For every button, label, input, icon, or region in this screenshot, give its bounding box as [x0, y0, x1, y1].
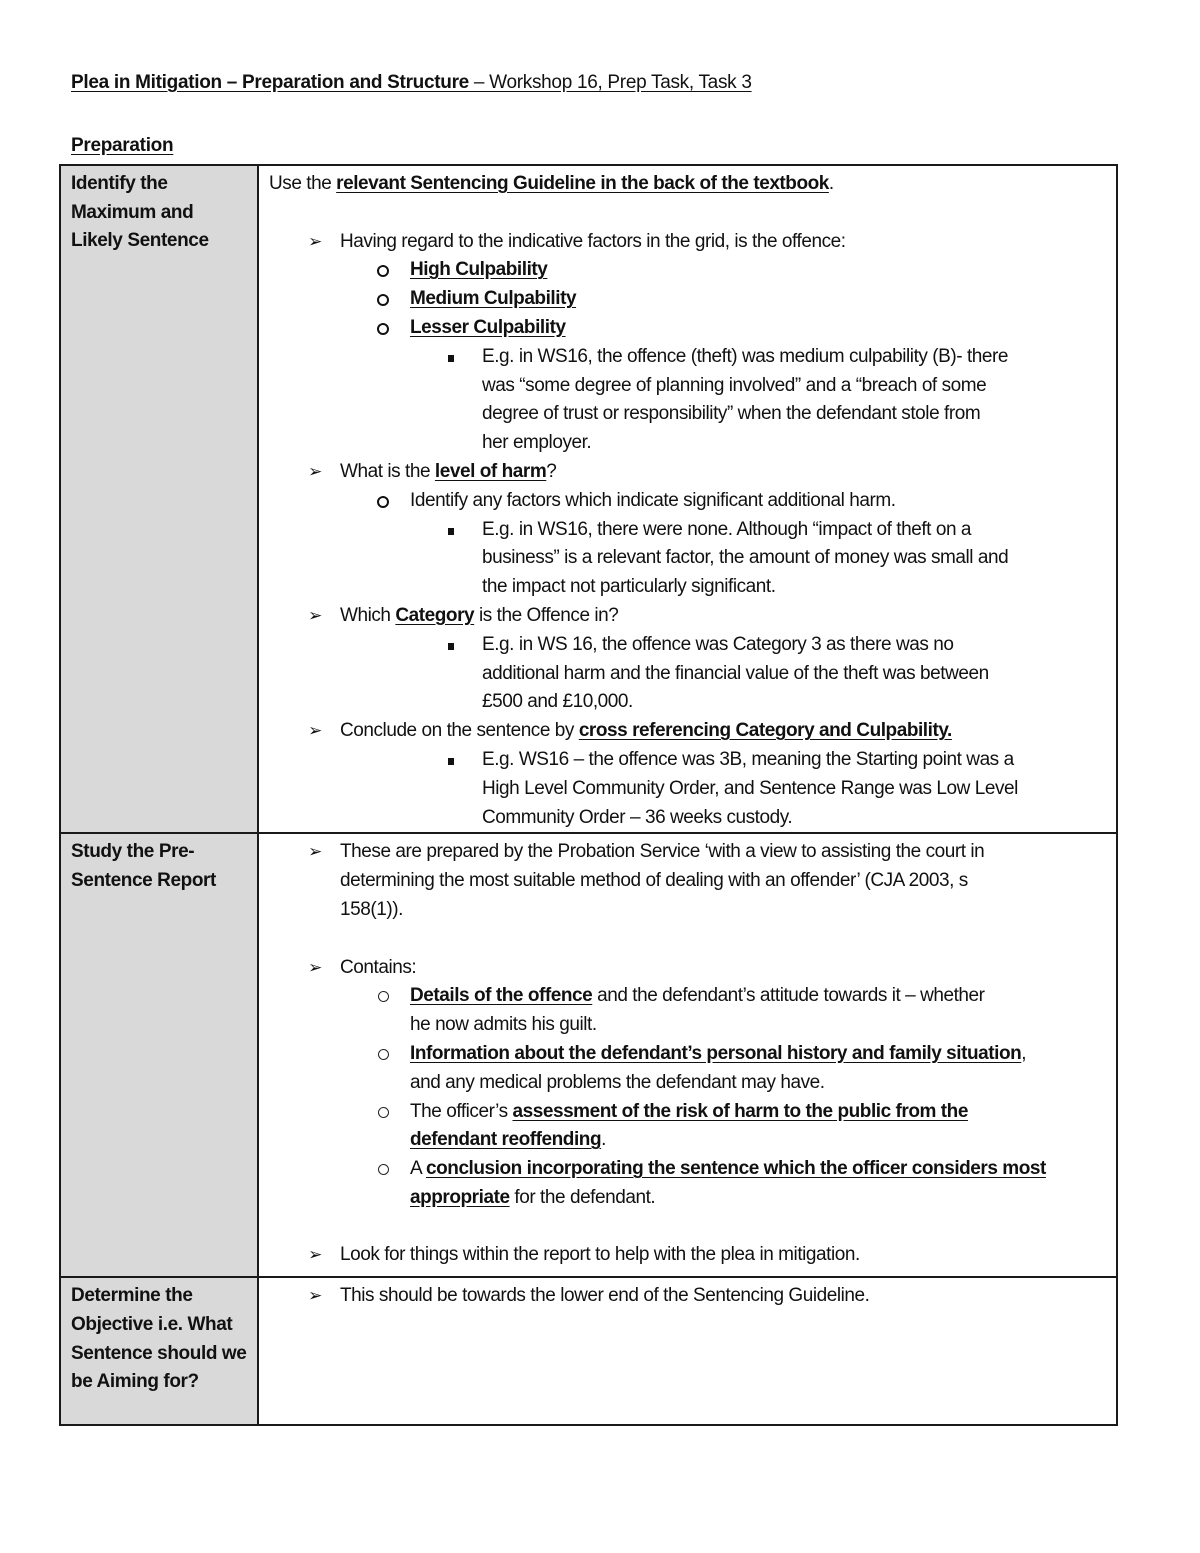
example-line: E.g. in WS16, there were none. Although “impact of theft on a [482, 518, 972, 540]
conclusion-sentence-cont: appropriate [410, 1186, 510, 1208]
list-item [269, 717, 1106, 746]
bullet-punct: . [601, 1129, 606, 1151]
bullet-text: is the Offence in? [474, 604, 619, 626]
list-item [269, 746, 1106, 832]
square-bullet-icon [441, 516, 461, 545]
culpability-medium: Medium Culpability [410, 288, 577, 310]
list-item [269, 954, 1106, 983]
example-line: degree of trust or responsibility” when the defendant stole from [482, 403, 981, 425]
circle-bullet-icon [373, 487, 393, 518]
row-content [258, 165, 1117, 833]
circle-bullet-icon [373, 982, 393, 1012]
arrow-bullet-icon: ➢ [308, 957, 322, 977]
table-row [60, 1277, 1117, 1425]
title-main: Plea in Mitigation – Preparation and Structure [71, 72, 469, 93]
arrow-bullet-icon: ➢ [308, 605, 322, 625]
list-item [269, 1098, 1106, 1156]
preparation-table [59, 164, 1118, 1426]
document-title [71, 72, 752, 94]
table-row [60, 165, 1117, 833]
bullet-text: for the defendant. [509, 1186, 656, 1208]
example-line: E.g. WS16 – the offence was 3B, meaning the Starting point was a [482, 748, 1014, 770]
list-item [269, 487, 1106, 516]
example-line: E.g. in WS16, the offence (theft) was medium culpability (B)- there [482, 345, 1009, 367]
circle-bullet-icon [373, 285, 393, 316]
section-heading-preparation: Preparation [71, 135, 174, 156]
table-row [60, 833, 1117, 1277]
list-item [269, 631, 1106, 717]
list-item [269, 343, 1106, 458]
example-line: additional harm and the financial value of the theft was between [482, 662, 989, 684]
details-of-offence: Details of the offence [410, 985, 593, 1007]
list-item [269, 256, 1106, 285]
square-bullet-icon [441, 631, 461, 660]
list-item [269, 285, 1106, 314]
bullet-text: The officer’s [410, 1100, 513, 1122]
list-item [269, 314, 1106, 343]
example-line: High Level Community Order, and Sentence Range was Low Level [482, 777, 1018, 799]
arrow-bullet-icon: ➢ [308, 842, 322, 862]
list-item [269, 228, 1106, 257]
culpability-high: High Culpability [410, 259, 548, 281]
circle-bullet-icon [373, 314, 393, 345]
example-line: E.g. in WS 16, the offence was Category 3 as there was no [482, 633, 954, 655]
bullet-text: Conclude on the sentence by [340, 720, 579, 742]
bullet-punct: ? [546, 460, 557, 482]
intro-line [269, 170, 1106, 199]
square-bullet-icon [441, 746, 461, 775]
row-content [258, 833, 1117, 1277]
circle-bullet-icon [373, 1098, 393, 1128]
row-label: Determine the Objective i.e. What Sentence should we be Aiming for? [60, 1277, 258, 1425]
circle-bullet-icon [373, 256, 393, 287]
example-line: business” is a relevant factor, the amount of money was small and [482, 547, 1009, 569]
list-item [269, 1241, 1106, 1270]
bullet-text: A [410, 1158, 427, 1180]
intro-punct: . [828, 173, 834, 194]
list-item [269, 458, 1106, 487]
bullet-text: This should be towards the lower end of the Sentencing Guideline. [340, 1285, 870, 1307]
example-line: £500 and £10,000. [482, 691, 633, 713]
bullet-text: Identify any factors which indicate significant additional harm. [410, 489, 896, 511]
row-content [258, 1277, 1117, 1425]
row-label: Identify the Maximum and Likely Sentence [60, 165, 258, 833]
arrow-bullet-icon: ➢ [308, 1286, 322, 1306]
culpability-lesser: Lesser Culpability [410, 316, 566, 338]
arrow-bullet-icon: ➢ [308, 461, 322, 481]
list-item [269, 1282, 1106, 1311]
arrow-bullet-icon: ➢ [308, 231, 322, 251]
example-line: the impact not particularly significant. [482, 576, 776, 598]
personal-history-info: Information about the defendant’s personal history and family situation [410, 1042, 1022, 1064]
bullet-line: 158(1)). [340, 898, 403, 920]
intro-text: Use the [269, 173, 337, 194]
list-item [269, 982, 1106, 1040]
risk-assessment: assessment of the risk of harm to the public from the [512, 1100, 968, 1122]
cross-referencing-term: cross referencing Category and Culpability. [578, 720, 952, 742]
row-label: Study the Pre-Sentence Report [60, 833, 258, 1277]
list-item [269, 1040, 1106, 1098]
title-subtitle: – Workshop 16, Prep Task, Task 3 [468, 72, 752, 93]
circle-bullet-icon [373, 1155, 393, 1185]
level-of-harm: level of harm [434, 460, 547, 482]
list-item [269, 1155, 1106, 1213]
conclusion-sentence: conclusion incorporating the sentence which the officer considers most [426, 1158, 1046, 1180]
square-bullet-icon [441, 343, 461, 372]
sentencing-guideline-reference: relevant Sentencing Guideline in the back of the textbook [336, 173, 829, 194]
list-item [269, 838, 1106, 924]
example-line: Community Order – 36 weeks custody. [482, 806, 793, 828]
arrow-bullet-icon: ➢ [308, 1245, 322, 1265]
bullet-text: Look for things within the report to help with the plea in mitigation. [340, 1244, 860, 1266]
bullet-line: he now admits his guilt. [410, 1014, 597, 1036]
bullet-line: These are prepared by the Probation Service ‘with a view to assisting the court in [340, 841, 985, 863]
bullet-punct: , [1021, 1042, 1027, 1064]
bullet-line: determining the most suitable method of dealing with an offender’ (CJA 2003, s [340, 870, 968, 892]
category-term: Category [395, 604, 475, 626]
bullet-text: Having regard to the indicative factors in the grid, is the offence: [340, 230, 846, 252]
list-item [269, 602, 1106, 631]
bullet-text: What is the [340, 460, 435, 482]
bullet-text: Contains: [340, 956, 417, 978]
circle-bullet-icon [373, 1040, 393, 1070]
list-item [269, 516, 1106, 602]
risk-assessment-cont: defendant reoffending [410, 1129, 602, 1151]
arrow-bullet-icon: ➢ [308, 721, 322, 741]
bullet-line: and any medical problems the defendant may have. [410, 1071, 825, 1093]
bullet-text: and the defendant’s attitude towards it – whether [592, 985, 985, 1007]
example-line: her employer. [482, 432, 592, 454]
bullet-text: Which [340, 604, 396, 626]
example-line: was “some degree of planning involved” and a “breach of some [482, 374, 987, 396]
